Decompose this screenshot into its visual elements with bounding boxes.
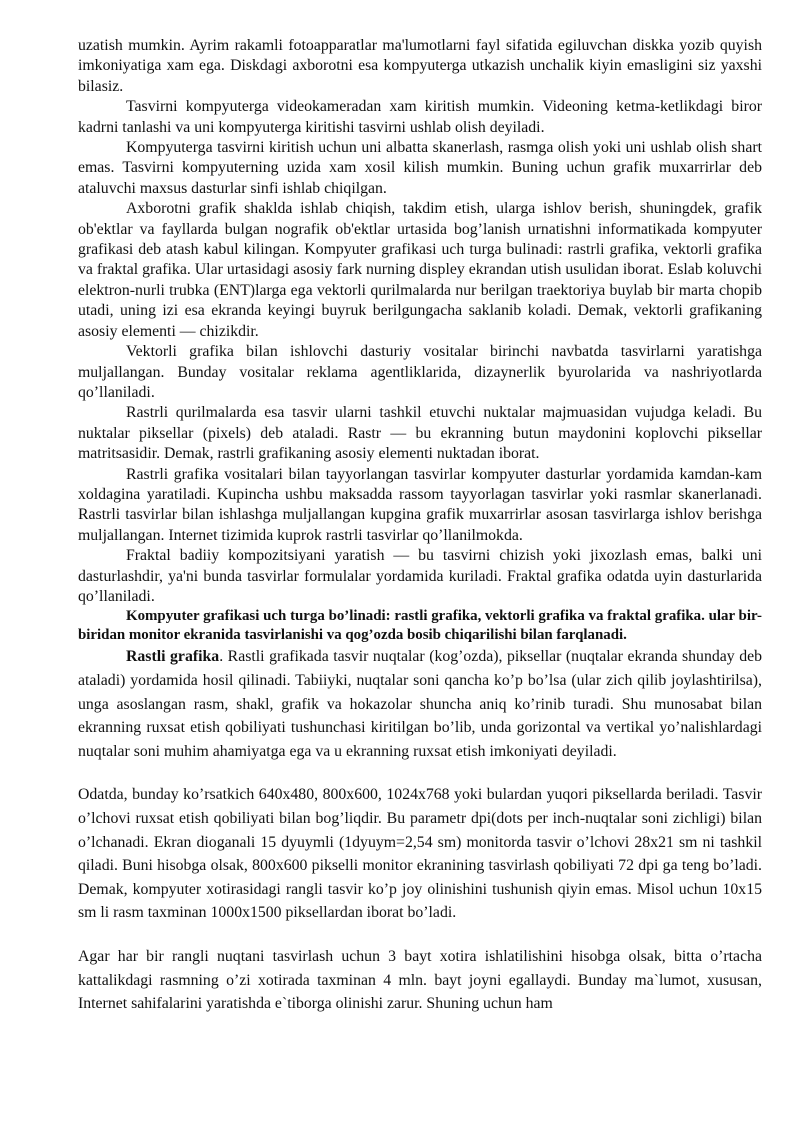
paragraph-graphics-types-bold: Kompyuter grafikasi uch turga bo’linadi: rastli grafika, vektorli grafika va fraktal grafika. ular bir-biridan monitor ekranida tasvirlanishi va qog’ozda bosib chiqarilishi bilan farqlanadi.	[78, 608, 762, 644]
paragraph-raster-tools: Rastrli grafika vositalari bilan tayyorlangan tasvirlar kompyuter dasturlar yordamida kamdan-kam xoldagina yaratiladi. Kupincha ushbu maksadda rassom tayyorlagan tasvirlar yoki rasmlar skanerlanadi. Rastrli tasvirlar bilan ishlashga muljallangan kupgina grafik muxarrirlar asosan tasvirlarga ishlov berishga muljallangan. Internet tizimida kuprok rastrli tasvirlar qo’llanilmokda.	[78, 465, 762, 544]
paragraph-memory: Agar har bir rangli nuqtani tasvirlash uchun 3 bayt xotira ishlatilishini hisobga olsak, bitta o’rtacha kattalikdagi rasmning o’zi xotirada taxminan 4 mln. bayt joyni egallaydi. Bunday ma`lumot, xususan, Internet sahifalarini yaratishda e`tiborga olinishi zarur. Shuning uchun ham	[78, 947, 762, 1013]
paragraph-resolution: Odatda, bunday ko’rsatkich 640x480, 800x600, 1024x768 yoki bulardan yuqori piksellarda beriladi. Tasvir o’lchovi ruxsat etish qobiliyati bilan bog’liqdir. Bu parametr dpi(dots per inch-nuqtalar soni zichligi) bilan o’lchanadi. Ekran dioganali 15 dyuymli (1dyuym=2,54 sm) monitorda tasvir o’lchovi 28x21 sm ni tashkil qiladi. Buni hisobga olsak, 800x600 pikselli monitor ekranining tasvirlash qobiliyati 72 dpi ga teng bo’ladi. Demak, kompyuter xotirasidagi rangli tasvir ko’p joy olinishini tushunish qiyin emas. Misol uchun 10x15 sm li rasm taxminan 1000x1500 piksellardan iborat bo’ladi.	[78, 786, 762, 922]
paragraph-raster-devices: Rastrli qurilmalarda esa tasvir ularni tashkil etuvchi nuktalar majmuasidan vujudga keladi. Bu nuktalar piksellar (pixels) deb ataladi. Rastr — bu ekranning butun maydonini koplovchi piksellar matritsasidir. Demak, rastrli grafikaning asosiy elementi nuktadan iborat.	[78, 404, 762, 463]
term-rastli-grafika: Rastli grafika	[126, 648, 220, 666]
paragraph-computer-graphics: Axborotni grafik shaklda ishlab chiqish, takdim etish, ularga ishlov berish, shuningdek, grafik ob'ektlar va fayllarda bulgan nografik ob'ektlar urtasida bog’lanish urnatishni informatikada kompyuter grafikasi deb atash kabul kilingan. Kompyuter grafikasi uch turga bulinadi: rastrli grafika, vektorli grafika va fraktal grafika. Ular urtasidagi asosiy fark nurning displey ekrandan utish usulidan iborat. Eslab koluvchi elektron-nurli trubka (ENT)larga ega vektorli qurilmalarda nur berilgan traektoriya buylab bir marta chopib utadi, uning izi esa ekranda keyingi buyruk berilgungacha saklanib koladi. Demak, vektorli grafikaning asosiy elementi — chizikdir.	[78, 200, 762, 340]
paragraph-videocamera: Tasvirni kompyuterga videokameradan xam kiritish mumkin. Videoning ketma-ketlikdagi biror kadrni tanlashi va uni kompyuterga kiritishi tasvirni ushlab olish deyiladi.	[78, 98, 762, 136]
document-page	[78, 36, 762, 1016]
paragraph-vector-tools: Vektorli grafika bilan ishlovchi dasturiy vositalar birinchi navbatda tasvirlarni yaratishga muljallangan. Bunday vositalar reklama agentliklarida, dizaynerlik byurolarida va nashriyotlarda qo’llaniladi.	[78, 343, 762, 401]
paragraph-graphic-editors: Kompyuterga tasvirni kiritish uchun uni albatta skanerlash, rasmga olish yoki uni ushlab olish shart emas. Tasvirni kompyuterning uzida xam xosil kilish mumkin. Buning uchun grafik muxarrirlar deb ataluvchi maxsus dasturlar sinfi ishlab chiqilgan.	[78, 139, 762, 197]
paragraph-fractal: Fraktal badiiy kompozitsiyani yaratish — bu tasvirni chizish yoki jixozlash emas, balki uni dasturlashdir, ya'ni bunda tasvirlar formulalar yordamida kuriladi. Fraktal grafika odatda uyin dasturlarida qo’llaniladi.	[78, 547, 762, 605]
paragraph-digital-cameras: uzatish mumkin. Ayrim rakamli fotoapparatlar ma'lumotlarni fayl sifatida egiluvchan diskka yozib quyish imkoniyatiga xam ega. Diskdagi axborotni esa kompyuterga utkazish unchalik kiyin emasligini siz yaxshi bilasiz.	[78, 37, 762, 95]
rastli-grafika-text: . Rastli grafikada tasvir nuqtalar (kog’ozda), piksellar (nuqtalar ekranda shunday deb ataladi) yordamida hosil qilinadi. Tabiiyki, nuqtalar soni qancha ko’p bo’lsa (ular zich qilib joylashtirilsa), unga asoslangan rasm, shakl, grafik va hokazolar shuncha aniq ko’rinib turadi. Shu munosabat bilan ekranning ruxsat etish qobiliyati tushunchasi kiritilgan bo’lib, unda gorizontal va vertikal yo’nalishlardagi nuqtalar soni muhim ahamiyatga ega va u ekranning ruxsat etish imkoniyati deyiladi.	[78, 648, 762, 760]
paragraph-rastli-grafika	[78, 645, 762, 763]
